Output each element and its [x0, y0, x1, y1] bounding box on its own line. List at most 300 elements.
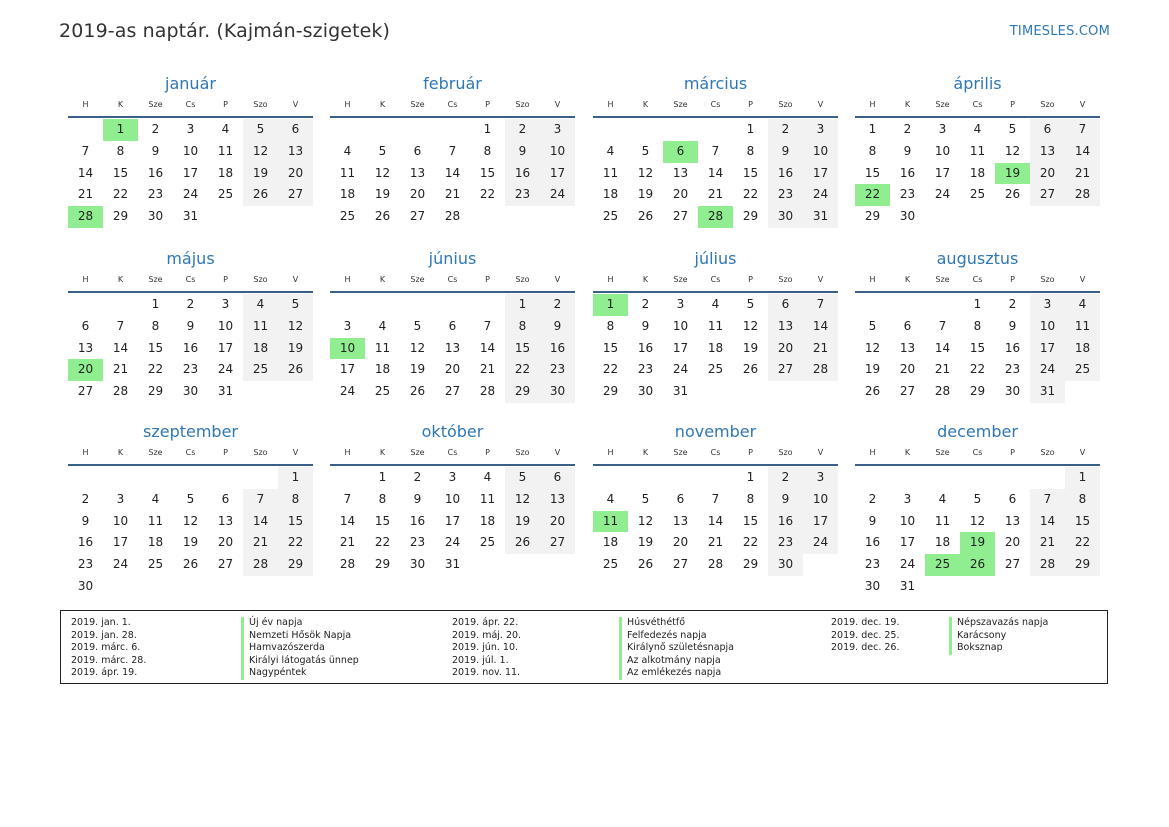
day-cell: 5: [868, 318, 877, 333]
legend-date-column: [452, 617, 521, 680]
day-cell: 27: [540, 532, 575, 554]
day-cell: 22: [1065, 532, 1100, 554]
day-cell: 16: [147, 165, 164, 180]
weekday-label: Sze: [935, 275, 950, 284]
legend-holiday-name: Új év napja: [241, 617, 359, 630]
day-cell: 29: [278, 554, 313, 576]
day-cell: 5: [641, 491, 650, 506]
month-name: december: [937, 422, 1018, 441]
weekday-label: Sze: [935, 100, 950, 109]
legend-date: 2019. dec. 25.: [831, 629, 900, 641]
day-cell: 29: [505, 381, 540, 403]
day-cell: 3: [803, 467, 838, 489]
day-cell: 4: [606, 491, 615, 506]
day-cell: 9: [903, 143, 912, 158]
brand-link[interactable]: TIMESLES.COM: [1009, 24, 1110, 39]
day-cell: 14: [707, 513, 724, 528]
day-cell: 9: [641, 318, 650, 333]
day-cell: 6: [448, 318, 457, 333]
weekday-label: Cs: [447, 100, 458, 109]
month-divider: [330, 116, 575, 118]
weekday-label: K: [117, 275, 124, 284]
day-cell: 15: [1065, 511, 1100, 533]
day-cell: 13: [1030, 141, 1065, 163]
day-cell: 26: [637, 557, 654, 572]
day-cell: 25: [602, 209, 619, 224]
day-cell: 11: [339, 165, 356, 180]
day-cell: 6: [221, 491, 230, 506]
day-cell: 14: [1030, 511, 1065, 533]
month-divider: [68, 291, 313, 293]
day-cell: 20: [672, 535, 689, 550]
month-block: [593, 73, 838, 228]
day-cell: 27: [768, 359, 803, 381]
day-cell: 4: [606, 143, 615, 158]
legend-holiday-name: Királyi látogatás ünnep: [241, 655, 359, 668]
weekday-label: V: [292, 275, 299, 284]
legend-holiday-name: Az emlékezés napja: [619, 667, 734, 680]
day-cell: 21: [707, 187, 724, 202]
day-cell: 3: [448, 470, 457, 484]
day-cell: 11: [602, 165, 619, 180]
legend-holiday-name: Boksznap: [949, 642, 1048, 655]
day-cell: 21: [339, 535, 356, 550]
weekday-header: [68, 272, 313, 288]
holiday-day-cell: 1: [103, 119, 138, 141]
day-cell: 12: [374, 165, 391, 180]
day-cell: 25: [147, 557, 164, 572]
empty-cell: [925, 467, 960, 489]
day-cell: 9: [540, 316, 575, 338]
day-cell: 5: [278, 294, 313, 316]
day-cell: 7: [81, 143, 90, 158]
day-cell: 30: [182, 384, 199, 399]
weekday-label: Cs: [185, 100, 196, 109]
weekday-label: Sze: [148, 275, 163, 284]
day-cell: 1: [973, 297, 982, 311]
day-cell: 2: [868, 491, 877, 506]
day-cell: 22: [742, 187, 759, 202]
day-cell: 8: [483, 143, 492, 158]
weekday-label: H: [82, 275, 89, 284]
weekday-label: Cs: [972, 448, 983, 457]
day-cell: 19: [505, 511, 540, 533]
day-cell: 23: [147, 187, 164, 202]
day-cell: 12: [409, 340, 426, 355]
day-cell: 15: [147, 340, 164, 355]
holiday-day-cell: 19: [960, 532, 995, 554]
day-cell: 1: [483, 122, 492, 136]
month-name: május: [166, 249, 215, 268]
day-cell: 10: [182, 143, 199, 158]
empty-cell: [593, 119, 628, 141]
day-cell: 3: [540, 119, 575, 141]
day-cell: 13: [217, 513, 234, 528]
weekday-header: [855, 272, 1100, 288]
day-cell: 21: [112, 362, 129, 377]
legend-holiday-name: Hamvazószerda: [241, 642, 359, 655]
day-cell: 4: [221, 122, 230, 136]
empty-cell: [173, 467, 208, 489]
day-cell: 16: [1004, 340, 1021, 355]
month-block: [330, 73, 575, 228]
weekday-label: H: [82, 100, 89, 109]
day-cell: 15: [602, 340, 619, 355]
day-cell: 14: [243, 511, 278, 533]
holiday-day-cell: 11: [593, 511, 628, 533]
day-cell: 22: [505, 359, 540, 381]
day-cell: 25: [339, 209, 356, 224]
day-cell: 2: [768, 467, 803, 489]
month-divider: [330, 464, 575, 466]
day-cell: 3: [803, 119, 838, 141]
day-cell: 23: [1004, 362, 1021, 377]
day-cell: 26: [505, 532, 540, 554]
day-cell: 18: [147, 535, 164, 550]
holiday-day-cell: 28: [698, 206, 733, 228]
month-divider: [68, 116, 313, 118]
day-cell: 11: [374, 340, 391, 355]
day-cell: 17: [112, 535, 129, 550]
weekday-label: Szo: [778, 100, 793, 109]
day-cell: 3: [676, 297, 685, 311]
day-cell: 27: [672, 557, 689, 572]
day-cell: 30: [768, 206, 803, 228]
day-cell: 18: [1065, 338, 1100, 360]
day-cell: 17: [217, 340, 234, 355]
empty-cell: [593, 467, 628, 489]
weekday-label: V: [554, 100, 561, 109]
legend-date-column: [71, 617, 146, 680]
day-cell: 24: [934, 187, 951, 202]
legend-holiday-name: Királynő születésnapja: [619, 642, 734, 655]
day-cell: 4: [1065, 294, 1100, 316]
day-cell: 23: [409, 535, 426, 550]
day-cell: 28: [112, 384, 129, 399]
day-cell: 6: [1030, 119, 1065, 141]
day-cell: 4: [378, 318, 387, 333]
day-cell: 7: [1030, 489, 1065, 511]
legend-date-column: [831, 617, 899, 655]
weekday-label: H: [82, 448, 89, 457]
day-cell: 21: [77, 187, 94, 202]
weekday-label: H: [607, 448, 614, 457]
empty-cell: [365, 294, 400, 316]
day-cell: 25: [969, 187, 986, 202]
empty-cell: [698, 119, 733, 141]
day-cell: 12: [637, 513, 654, 528]
day-cell: 18: [969, 165, 986, 180]
empty-cell: [628, 119, 663, 141]
day-cell: 18: [479, 513, 496, 528]
day-cell: 10: [672, 318, 689, 333]
day-cell: 9: [768, 141, 803, 163]
weekday-label: V: [292, 100, 299, 109]
day-cell: 28: [1065, 184, 1100, 206]
day-cell: 5: [243, 119, 278, 141]
day-cell: 11: [147, 513, 164, 528]
day-cell: 1: [505, 294, 540, 316]
weekday-label: Cs: [710, 275, 721, 284]
weekday-label: K: [904, 275, 911, 284]
weekday-label: Cs: [447, 275, 458, 284]
day-cell: 26: [864, 384, 881, 399]
empty-cell: [890, 294, 925, 316]
day-cell: 23: [768, 532, 803, 554]
day-cell: 14: [77, 165, 94, 180]
day-cell: 13: [278, 141, 313, 163]
day-cell: 17: [444, 513, 461, 528]
month-block: [68, 248, 313, 403]
month-block: [68, 421, 313, 598]
day-cell: 7: [483, 318, 492, 333]
day-cell: 10: [934, 143, 951, 158]
weekday-label: P: [485, 448, 490, 457]
day-cell: 16: [505, 163, 540, 185]
day-cell: 3: [938, 122, 947, 136]
day-cell: 18: [243, 338, 278, 360]
month-divider: [855, 291, 1100, 293]
month-name: március: [683, 74, 748, 93]
day-cell: 13: [1004, 513, 1021, 528]
weekday-header: [593, 445, 838, 461]
day-cell: 23: [864, 557, 881, 572]
day-cell: 26: [374, 209, 391, 224]
empty-cell: [960, 467, 995, 489]
day-cell: 22: [374, 535, 391, 550]
day-cell: 1: [1065, 467, 1100, 489]
day-cell: 8: [746, 491, 755, 506]
day-cell: 10: [217, 318, 234, 333]
day-cell: 17: [899, 535, 916, 550]
month-divider: [855, 464, 1100, 466]
empty-cell: [330, 467, 365, 489]
day-cell: 2: [151, 122, 160, 136]
day-cell: 18: [602, 187, 619, 202]
day-cell: 3: [186, 122, 195, 136]
day-cell: 27: [1004, 557, 1021, 572]
day-cell: 13: [77, 340, 94, 355]
empty-cell: [400, 294, 435, 316]
month-name: október: [421, 422, 484, 441]
legend-holiday-name: Nemzeti Hősök Napja: [241, 630, 359, 643]
weekday-label: P: [485, 100, 490, 109]
day-cell: 12: [742, 318, 759, 333]
month-name: április: [953, 74, 1002, 93]
weekday-label: H: [344, 100, 351, 109]
empty-cell: [1030, 467, 1065, 489]
weekday-label: P: [223, 448, 228, 457]
day-cell: 8: [1065, 489, 1100, 511]
weekday-label: P: [748, 100, 753, 109]
day-cell: 15: [278, 511, 313, 533]
day-cell: 29: [112, 209, 129, 224]
day-cell: 17: [803, 511, 838, 533]
day-cell: 2: [186, 297, 195, 311]
day-cell: 21: [803, 338, 838, 360]
holiday-day-cell: 25: [925, 554, 960, 576]
day-cell: 27: [444, 384, 461, 399]
day-cell: 8: [151, 318, 160, 333]
day-grid: [855, 294, 1100, 403]
empty-cell: [208, 467, 243, 489]
weekday-label: H: [869, 100, 876, 109]
legend-holiday-name: Karácsony: [949, 630, 1048, 643]
day-cell: 6: [413, 143, 422, 158]
day-cell: 28: [444, 209, 461, 224]
day-cell: 11: [243, 316, 278, 338]
month-block: [855, 73, 1100, 228]
day-cell: 5: [505, 467, 540, 489]
weekday-header: [593, 97, 838, 113]
day-cell: 10: [112, 513, 129, 528]
weekday-label: Cs: [185, 275, 196, 284]
day-cell: 23: [899, 187, 916, 202]
day-cell: 14: [707, 165, 724, 180]
weekday-label: Szo: [1040, 448, 1055, 457]
weekday-label: V: [1079, 448, 1086, 457]
weekday-label: Sze: [148, 100, 163, 109]
day-cell: 20: [672, 187, 689, 202]
weekday-label: K: [642, 448, 649, 457]
weekday-label: Szo: [1040, 275, 1055, 284]
day-cell: 30: [768, 554, 803, 576]
day-cell: 14: [112, 340, 129, 355]
day-cell: 15: [864, 165, 881, 180]
day-cell: 29: [742, 557, 759, 572]
day-cell: 4: [151, 491, 160, 506]
weekday-label: Szo: [515, 275, 530, 284]
holiday-day-cell: 28: [68, 206, 103, 228]
day-cell: 18: [374, 362, 391, 377]
month-block: [855, 421, 1100, 598]
weekday-label: Szo: [253, 448, 268, 457]
page-title: 2019-as naptár. (Kajmán-szigetek): [59, 20, 391, 42]
day-cell: 30: [540, 381, 575, 403]
day-cell: 28: [479, 384, 496, 399]
day-cell: 11: [707, 318, 724, 333]
day-cell: 20: [1030, 163, 1065, 185]
weekday-label: P: [1010, 100, 1015, 109]
day-cell: 17: [182, 165, 199, 180]
day-cell: 23: [182, 362, 199, 377]
day-cell: 12: [505, 489, 540, 511]
day-cell: 17: [672, 340, 689, 355]
day-cell: 21: [1065, 163, 1100, 185]
weekday-label: Cs: [972, 275, 983, 284]
day-cell: 9: [151, 143, 160, 158]
holiday-day-cell: 22: [855, 184, 890, 206]
month-name: november: [674, 422, 757, 441]
day-cell: 11: [217, 143, 234, 158]
day-grid: [330, 294, 575, 403]
month-name: június: [428, 249, 477, 268]
day-cell: 4: [711, 297, 720, 311]
day-cell: 16: [864, 535, 881, 550]
legend-date: 2019. máj. 20.: [452, 629, 522, 641]
day-grid: [855, 119, 1100, 228]
day-cell: 25: [602, 557, 619, 572]
day-cell: 7: [711, 491, 720, 506]
day-cell: 2: [413, 470, 422, 484]
weekday-label: H: [607, 100, 614, 109]
month-divider: [68, 464, 313, 466]
empty-cell: [890, 467, 925, 489]
weekday-label: H: [344, 275, 351, 284]
day-cell: 18: [339, 187, 356, 202]
day-cell: 28: [803, 359, 838, 381]
day-cell: 31: [899, 578, 916, 593]
legend-holiday-name: Az alkotmány napja: [619, 655, 734, 668]
day-cell: 13: [540, 489, 575, 511]
day-cell: 8: [116, 143, 125, 158]
day-cell: 24: [1030, 359, 1065, 381]
month-divider: [593, 116, 838, 118]
day-cell: 6: [278, 119, 313, 141]
empty-cell: [330, 119, 365, 141]
day-cell: 15: [742, 513, 759, 528]
day-cell: 4: [343, 143, 352, 158]
empty-cell: [628, 467, 663, 489]
day-cell: 8: [746, 143, 755, 158]
day-cell: 28: [243, 554, 278, 576]
day-cell: 19: [182, 535, 199, 550]
day-cell: 10: [1030, 316, 1065, 338]
empty-cell: [925, 294, 960, 316]
day-cell: 29: [147, 384, 164, 399]
empty-cell: [138, 467, 173, 489]
day-cell: 8: [505, 316, 540, 338]
legend-date: 2019. márc. 28.: [71, 654, 147, 666]
day-cell: 27: [899, 384, 916, 399]
weekday-label: K: [379, 275, 386, 284]
day-cell: 22: [112, 187, 129, 202]
day-cell: 20: [1004, 535, 1021, 550]
day-cell: 24: [899, 557, 916, 572]
weekday-label: Sze: [935, 448, 950, 457]
weekday-label: Sze: [148, 448, 163, 457]
day-cell: 5: [413, 318, 422, 333]
weekday-label: Cs: [185, 448, 196, 457]
day-cell: 17: [803, 163, 838, 185]
day-cell: 18: [934, 535, 951, 550]
day-cell: 11: [934, 513, 951, 528]
weekday-header: [593, 272, 838, 288]
day-cell: 2: [540, 294, 575, 316]
day-cell: 5: [186, 491, 195, 506]
day-cell: 21: [707, 535, 724, 550]
empty-cell: [68, 467, 103, 489]
weekday-label: V: [1079, 100, 1086, 109]
day-cell: 28: [707, 557, 724, 572]
day-cell: 20: [444, 362, 461, 377]
legend-holiday-name: Nagypéntek: [241, 667, 359, 680]
day-cell: 9: [413, 491, 422, 506]
day-cell: 10: [540, 141, 575, 163]
day-cell: 7: [243, 489, 278, 511]
day-cell: 12: [969, 513, 986, 528]
day-cell: 21: [934, 362, 951, 377]
day-cell: 30: [1004, 384, 1021, 399]
weekday-label: Sze: [673, 275, 688, 284]
day-cell: 22: [479, 187, 496, 202]
empty-cell: [243, 467, 278, 489]
empty-cell: [68, 119, 103, 141]
day-cell: 29: [1065, 554, 1100, 576]
legend-date: 2019. jan. 1.: [71, 617, 131, 628]
day-cell: 1: [746, 470, 755, 484]
weekday-header: [330, 272, 575, 288]
